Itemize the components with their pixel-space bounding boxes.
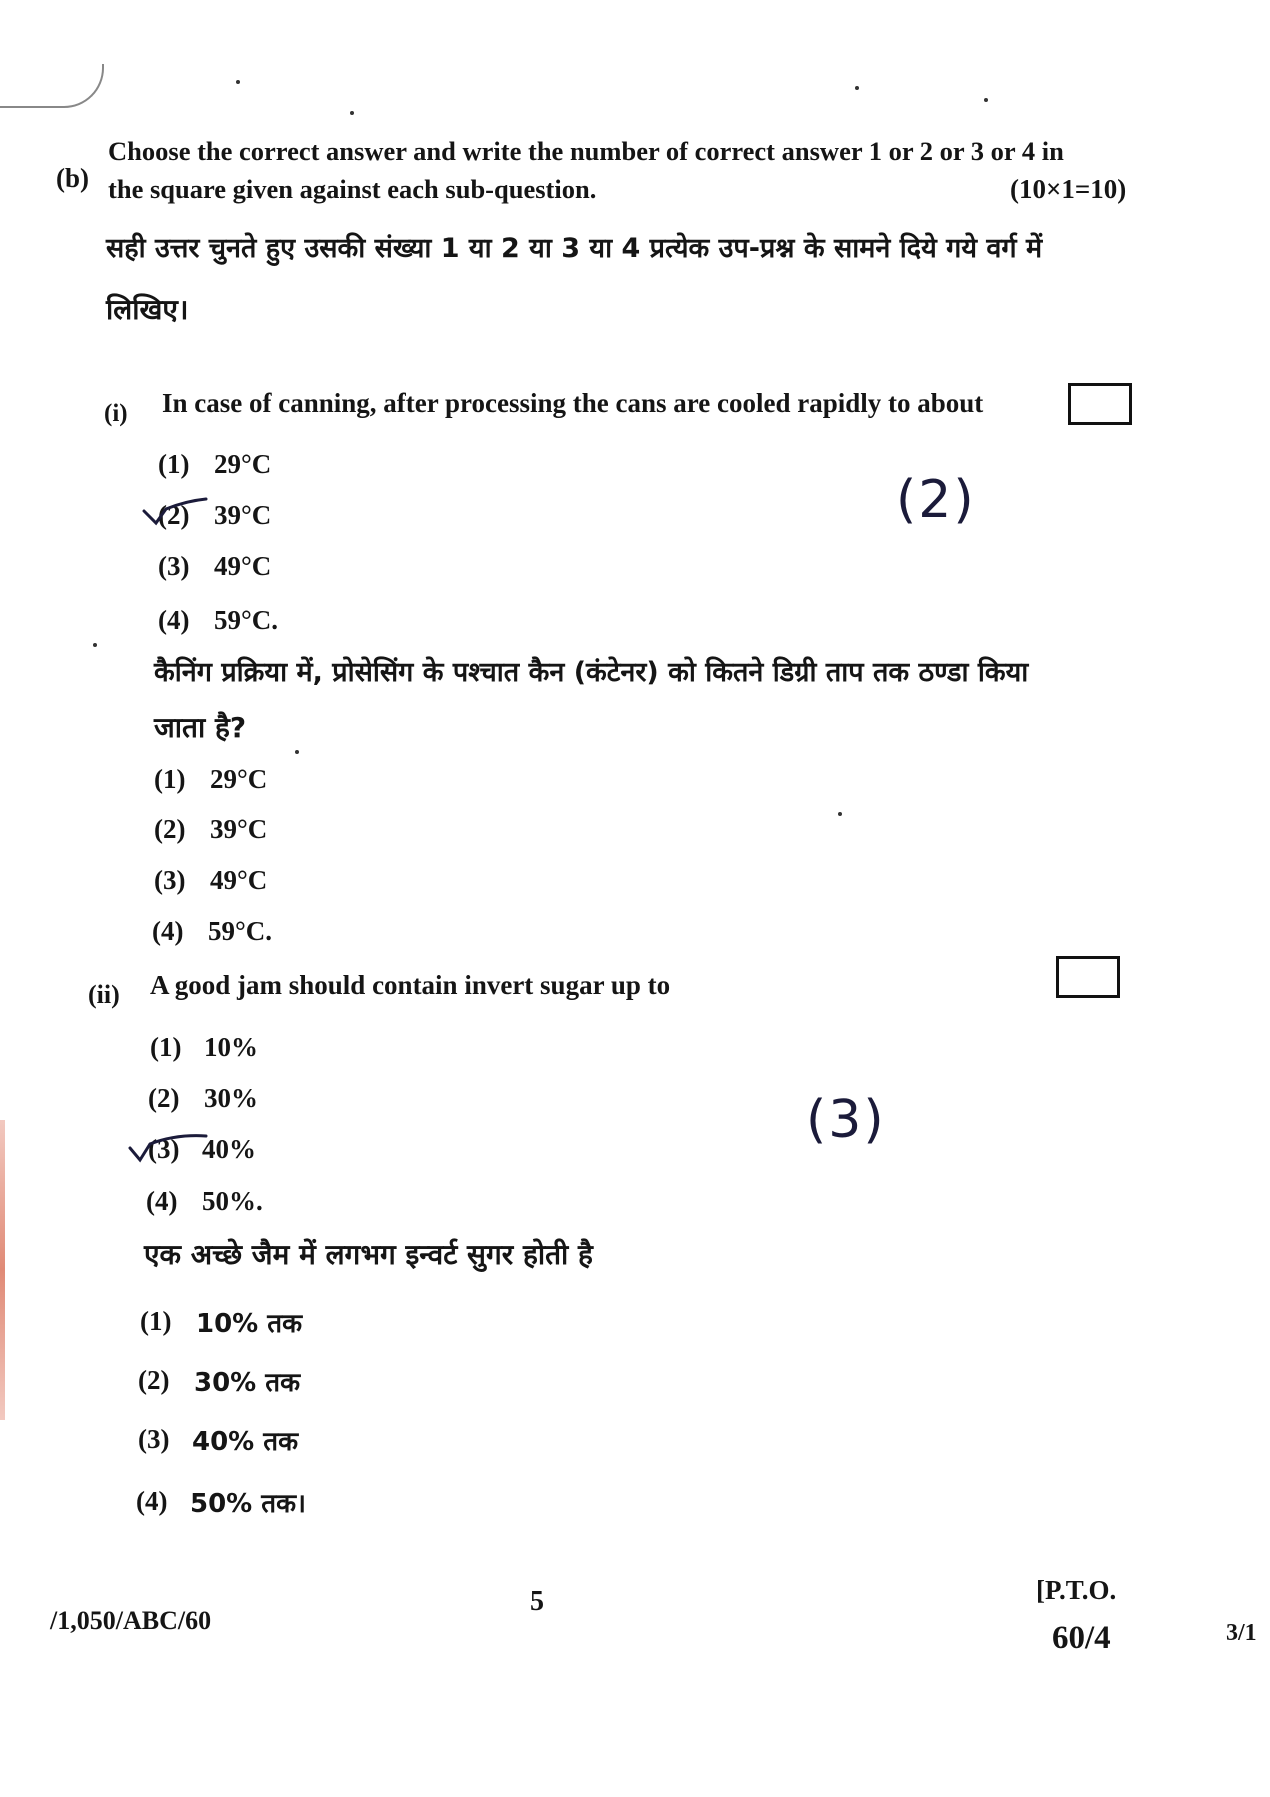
- side-mark: 3/1: [1226, 1620, 1257, 1646]
- option-number: (1): [158, 449, 190, 479]
- option-number: (3): [138, 1424, 170, 1454]
- option-text: 10%: [204, 1032, 258, 1062]
- pto-label: [P.T.O.: [1036, 1575, 1117, 1605]
- option-number: (3): [158, 551, 190, 581]
- option-text: 40% तक: [192, 1427, 299, 1457]
- option-number: (3): [148, 1134, 180, 1164]
- page-edge-mark: [0, 1120, 5, 1420]
- option-text: 40%: [202, 1134, 256, 1164]
- option-number: (4): [152, 916, 184, 946]
- option-text: 29°C: [210, 764, 268, 794]
- page-corner-fold: [0, 64, 104, 108]
- scan-speck: [295, 750, 299, 754]
- option-number: (3): [154, 865, 186, 895]
- instruction-hi-line2: लिखिए।: [106, 293, 189, 326]
- scan-speck: [93, 643, 97, 647]
- handwritten-answer: (2): [896, 470, 976, 530]
- option-number: (2): [148, 1083, 180, 1113]
- section-marks: (10×1=10): [1010, 174, 1127, 204]
- question-text-en: A good jam should contain invert sugar up to: [150, 970, 671, 1000]
- option-number: (1): [154, 764, 186, 794]
- option-number: (2): [138, 1365, 170, 1395]
- option-number: (4): [158, 605, 190, 635]
- instruction-hi-line1: सही उत्तर चुनते हुए उसकी संख्या 1 या 2 या 3 या 4 प्रत्येक उप-प्रश्न के सामने दिये गये वर्ग में: [106, 233, 1043, 264]
- option-number: (1): [150, 1032, 182, 1062]
- question-text-hi-line1: कैनिंग प्रक्रिया में, प्रोसेसिंग के पश्चात कैन (कंटेनर) को कितने डिग्री ताप तक ठण्डा किया: [154, 657, 1029, 688]
- question-text-hi: एक अच्छे जैम में लगभग इन्वर्ट सुगर होती है: [144, 1238, 593, 1271]
- option-text: 59°C.: [214, 605, 279, 635]
- handwritten-answer: (3): [806, 1090, 886, 1150]
- option-text: 10% तक: [196, 1309, 303, 1339]
- tick-mark-icon: [140, 495, 220, 535]
- question-number: (ii): [88, 980, 120, 1009]
- option-number: (4): [146, 1186, 178, 1216]
- option-text: 29°C: [214, 449, 272, 479]
- page-number: 5: [530, 1586, 544, 1617]
- option-text: 49°C: [214, 551, 272, 581]
- answer-box[interactable]: [1056, 956, 1120, 998]
- option-number: (2): [154, 814, 186, 844]
- option-text: 50%.: [202, 1186, 263, 1216]
- scan-speck: [984, 98, 988, 102]
- option-number: (2): [158, 500, 190, 530]
- scan-speck: [855, 86, 859, 90]
- scan-speck: [236, 80, 240, 84]
- section-label: (b): [56, 163, 89, 193]
- option-text: 59°C.: [208, 916, 273, 946]
- option-number: (4): [136, 1486, 168, 1516]
- instruction-en-line2: the square given against each sub-question.: [108, 174, 597, 204]
- question-number: (i): [104, 400, 128, 427]
- scan-speck: [838, 812, 842, 816]
- instruction-en-line1: Choose the correct answer and write the number of correct answer 1 or 2 or 3 or 4 in: [108, 136, 1064, 166]
- option-text: 39°C: [214, 500, 272, 530]
- scan-speck: [350, 111, 354, 115]
- option-number: (1): [140, 1306, 172, 1336]
- question-text-hi-line2: जाता है?: [154, 711, 247, 744]
- answer-box[interactable]: [1068, 383, 1132, 425]
- footer-code: /1,050/ABC/60: [50, 1606, 212, 1635]
- option-text: 49°C: [210, 865, 268, 895]
- option-text: 30% तक: [194, 1368, 301, 1398]
- option-text: 30%: [204, 1083, 258, 1113]
- question-text-en: In case of canning, after processing the cans are cooled rapidly to about: [162, 388, 984, 418]
- option-text: 50% तक।: [190, 1489, 306, 1519]
- paper-code: 60/4: [1052, 1620, 1111, 1656]
- tick-mark-icon: [126, 1130, 216, 1170]
- option-text: 39°C: [210, 814, 268, 844]
